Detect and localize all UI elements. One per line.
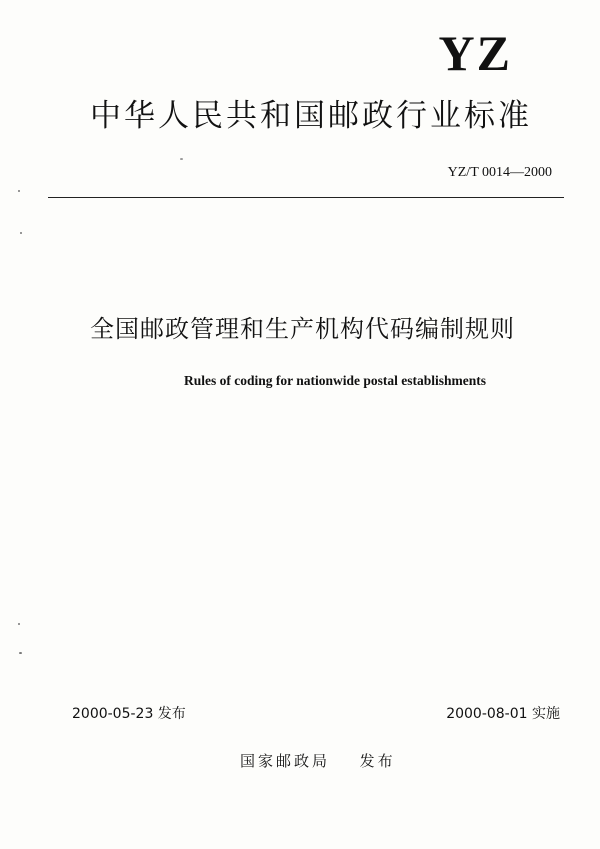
document-title-cn: 全国邮政管理和生产机构代码编制规则 bbox=[90, 315, 515, 343]
scan-speck bbox=[18, 190, 20, 192]
scan-speck bbox=[180, 158, 183, 160]
scan-speck bbox=[20, 232, 22, 234]
standard-code-mark: YZ bbox=[438, 25, 512, 81]
document-title-en: Rules of coding for nationwide postal establishments bbox=[184, 373, 487, 388]
issue-date: 2000-05-23 发布 bbox=[72, 706, 186, 722]
scan-speck bbox=[18, 623, 20, 625]
effective-date: 2000-08-01 实施 bbox=[446, 706, 560, 722]
publisher-action: 发布 bbox=[359, 752, 396, 770]
publisher-name: 国家邮政局 bbox=[240, 752, 331, 770]
header-divider bbox=[48, 197, 564, 198]
scan-speck bbox=[19, 652, 22, 654]
standard-category-title: 中华人民共和国邮政行业标准 bbox=[90, 98, 532, 134]
publisher-line bbox=[240, 751, 396, 771]
standard-number: YZ/T 0014—2000 bbox=[447, 165, 552, 180]
